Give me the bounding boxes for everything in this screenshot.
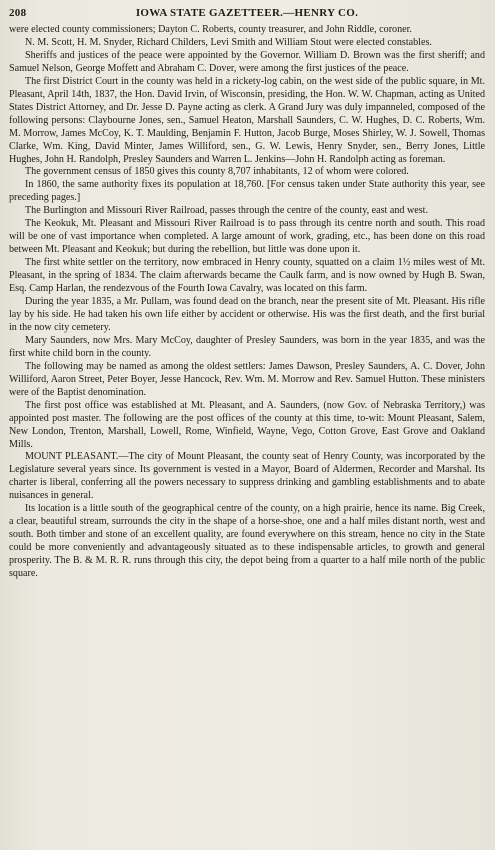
running-head: [9, 6, 485, 22]
body-text: [9, 24, 485, 581]
paragraph-first-child: Mary Saunders, now Mrs. Mary McCoy, daughter of Presley Saunders, was born in the year 1835, and was the first white child born in the county.: [9, 334, 485, 359]
paragraph-first-settler: The first white settler on the territory, now embraced in Henry county, squatted on a claim 1½ miles west of Mt. Pleasant, in the spring of 1834. The claim afterwards became the Caulk farm, and is now owned by Hugh B. Swan, Esq. Camp Harlan, the rendezvous of the Fourth Iowa Cavalry, was located on this farm.: [9, 257, 485, 295]
paragraph-sheriffs: Sheriffs and justices of the peace were appointed by the Governor. William D. Brown was the first sheriff; and Samuel Nelson, George Moffett and Abraham C. Dover, were among the first justices of the peace.: [9, 49, 485, 74]
paragraph-keokuk-railroad: The Keokuk, Mt. Pleasant and Missouri River Railroad is to pass through its centre north and south. This road will be one of vast importance when completed. A large amount of work, grading, etc., has been done on this road between Mt. Pleasant and Keokuk; but during the rebellion, but little was done upon it.: [9, 218, 485, 256]
paragraph-location: Its location is a little south of the geographical centre of the county, on a high prairie, hence its name. Big Creek, a clear, beautiful stream, surrounds the city in the shape of a horse-shoe, one and a half miles distant north, west and south. Both timber and stone of an excellent quality, are found everywhere on this stream, hence no city in the State could be more conveniently and advantageously situated as to these indispensable articles, to growth and general prosperity. The B. & M. R. R. runs through this city, the depot being from a quarter to a half mile north of the public square.: [9, 503, 485, 580]
page-number: 208: [9, 7, 27, 19]
paragraph-census-1860: In 1860, the same authority fixes its population at 18,760. [For census taken under State authority this year, see preceding pages.]: [9, 179, 485, 204]
running-title: IOWA STATE GAZETTEER.—HENRY CO.: [135, 7, 359, 19]
paragraph-oldest-settlers: The following may be named as among the oldest settlers: James Dawson, Presley Saunders, A. C. Dover, John Williford, Aaron Street, Peter Boyer, Jesse Hancock, Rev. Wm. M. Morrow and Rev. Samuel Hutton. These ministers were of the Baptist denomination.: [9, 360, 485, 398]
paragraph-burlington-railroad: The Burlington and Missouri River Railroad, passes through the centre of the county, east and west.: [25, 205, 429, 217]
paragraph-constables: N. M. Scott, H. M. Snyder, Richard Childers, Levi Smith and William Stout were elected constables.: [25, 36, 432, 48]
paragraph-commissioners: were elected county commissioners; Dayton C. Roberts, county treasurer, and John Riddle, coroner.: [9, 24, 412, 35]
paragraph-first-death: During the year 1835, a Mr. Pullam, was found dead on the branch, near the present site of Mt. Pleasant. His rifle lay by his side. He had taken his own life either by accident or otherwise. His was the first death, and the first burial in the now city cemetery.: [9, 296, 485, 333]
paragraph-mount-pleasant: MOUNT PLEASANT.—The city of Mount Pleasant, the county seat of Henry County, was incorporated by the Legislature several years since. Its government is vested in a Mayor, Board of Aldermen, Recorder and Marshal. Its charter is liberal, conferring all the powers necessary to suppress drinking and gambling establishments and to abate nuisances in general.: [9, 451, 485, 502]
paragraph-post-offices: The first post office was established at Mt. Pleasant, and A. Saunders, (now Gov. of Nebraska Territory,) was appointed post master. The following are the post offices of the county at this time, to-wit: Mount Pleasant, Salem, New London, Trenton, Marshall, Lowell, Rome, Winfield, Wayne, Vego, Cotton Grove, East Grove and Oakland Mills.: [9, 399, 485, 450]
paragraph-census-1850: The government census of 1850 gives this county 8,707 inhabitants, 12 of whom were colored.: [25, 166, 409, 178]
paragraph-district-court: The first District Court in the county was held in a rickety-log cabin, on the west side of the public square, in Mt. Pleasant, April 14th, 1837, the Hon. David Irvin, of Wisconsin, presiding, the Hon. W. W. Chapman, acting as United States District Attorney, and Dr. Jesse D. Payne acting as clerk. A Grand Jury was duly impanneled, composed of the following persons: Claybourne Jones, sen., Samuel Heaton, Marshall Saunders, C. W. Hughes, D. C. Roberts, Wm. M. Morrow, James McCoy, K. T. Maulding, Benjamin F. Hutton, Jacob Burge, Moses Shirley, W. J. Sowell, Thomas Clarke, Wm. King, David Minter, James Williford, sen., G. W. Lewis, Henry Snyder, sen., Berry Jones, Little Hughes, John H. Randolph, Presley Saunders and Warren L. Jenkins—John H. Randolph acting as foreman.: [9, 75, 485, 165]
